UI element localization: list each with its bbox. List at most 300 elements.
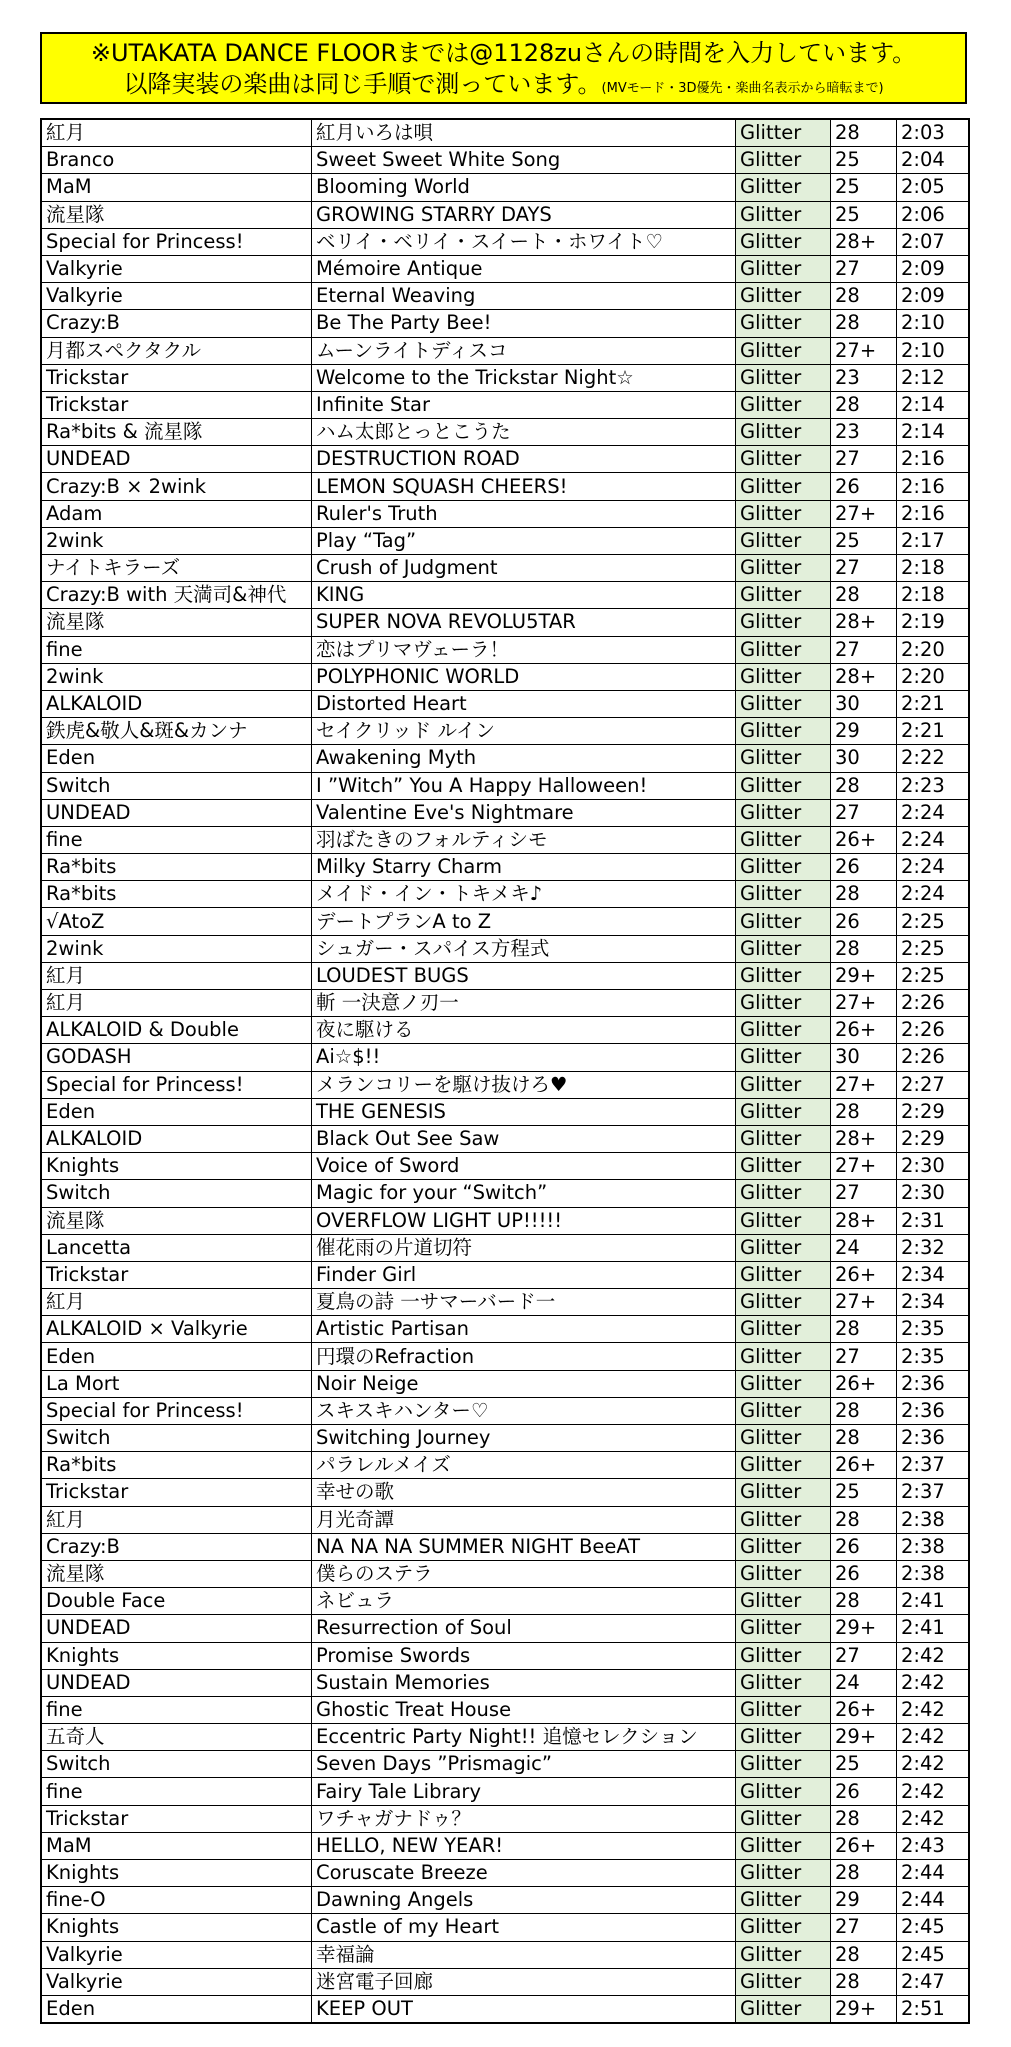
level-cell: 26: [831, 854, 897, 881]
difficulty-cell: Glitter: [736, 826, 831, 853]
difficulty-cell: Glitter: [736, 147, 831, 174]
duration-cell: 2:34: [897, 1261, 970, 1288]
difficulty-cell: Glitter: [736, 1071, 831, 1098]
song-title-cell: スキスキハンター♡: [312, 1397, 736, 1424]
duration-cell: 2:20: [897, 663, 970, 690]
difficulty-cell: Glitter: [736, 473, 831, 500]
duration-cell: 2:25: [897, 935, 970, 962]
level-cell: 28: [831, 310, 897, 337]
unit-cell: Eden: [41, 1343, 312, 1370]
song-title-cell: Coruscate Breeze: [312, 1860, 736, 1887]
level-cell: 28: [831, 1506, 897, 1533]
level-cell: 30: [831, 690, 897, 717]
unit-cell: UNDEAD: [41, 799, 312, 826]
unit-cell: Eden: [41, 1995, 312, 2023]
level-cell: 28: [831, 391, 897, 418]
unit-cell: UNDEAD: [41, 446, 312, 473]
level-cell: 28+: [831, 228, 897, 255]
unit-cell: Valkyrie: [41, 1968, 312, 1995]
table-row: [41, 1832, 969, 1859]
difficulty-cell: Glitter: [736, 1669, 831, 1696]
unit-cell: fine: [41, 1778, 312, 1805]
duration-cell: 2:04: [897, 147, 970, 174]
level-cell: 28: [831, 1588, 897, 1615]
duration-cell: 2:10: [897, 337, 970, 364]
duration-cell: 2:42: [897, 1778, 970, 1805]
difficulty-cell: Glitter: [736, 1370, 831, 1397]
duration-cell: 2:26: [897, 990, 970, 1017]
unit-cell: 流星隊: [41, 1560, 312, 1587]
difficulty-cell: Glitter: [736, 1560, 831, 1587]
table-row: [41, 1914, 969, 1941]
level-cell: 26+: [831, 1017, 897, 1044]
level-cell: 26+: [831, 1452, 897, 1479]
song-title-cell: Play “Tag”: [312, 527, 736, 554]
duration-cell: 2:25: [897, 962, 970, 989]
difficulty-cell: Glitter: [736, 201, 831, 228]
duration-cell: 2:30: [897, 1180, 970, 1207]
unit-cell: 2wink: [41, 663, 312, 690]
unit-cell: fine: [41, 1696, 312, 1723]
level-cell: 25: [831, 1751, 897, 1778]
table-row: [41, 473, 969, 500]
duration-cell: 2:32: [897, 1234, 970, 1261]
difficulty-cell: Glitter: [736, 1017, 831, 1044]
table-row: [41, 1533, 969, 1560]
level-cell: 27+: [831, 990, 897, 1017]
duration-cell: 2:22: [897, 745, 970, 772]
difficulty-cell: Glitter: [736, 555, 831, 582]
unit-cell: Trickstar: [41, 364, 312, 391]
difficulty-cell: Glitter: [736, 1995, 831, 2023]
song-title-cell: NA NA NA SUMMER NIGHT BeeAT: [312, 1533, 736, 1560]
song-title-cell: SUPER NOVA REVOLU5TAR: [312, 609, 736, 636]
duration-cell: 2:47: [897, 1968, 970, 1995]
level-cell: 25: [831, 174, 897, 201]
song-title-cell: DESTRUCTION ROAD: [312, 446, 736, 473]
song-title-cell: Be The Party Bee!: [312, 310, 736, 337]
level-cell: 26: [831, 908, 897, 935]
song-title-cell: Ai☆$!!: [312, 1044, 736, 1071]
difficulty-cell: Glitter: [736, 1261, 831, 1288]
unit-cell: 2wink: [41, 935, 312, 962]
unit-cell: Crazy:B: [41, 310, 312, 337]
difficulty-cell: Glitter: [736, 1533, 831, 1560]
level-cell: 26+: [831, 826, 897, 853]
song-title-cell: Eternal Weaving: [312, 283, 736, 310]
level-cell: 28: [831, 1316, 897, 1343]
difficulty-cell: Glitter: [736, 500, 831, 527]
unit-cell: Ra*bits & 流星隊: [41, 419, 312, 446]
level-cell: 27+: [831, 1153, 897, 1180]
duration-cell: 2:42: [897, 1642, 970, 1669]
unit-cell: 鉄虎&敬人&斑&カンナ: [41, 718, 312, 745]
difficulty-cell: Glitter: [736, 690, 831, 717]
level-cell: 26: [831, 1560, 897, 1587]
table-row: [41, 908, 969, 935]
unit-cell: Trickstar: [41, 1261, 312, 1288]
unit-cell: 紅月: [41, 990, 312, 1017]
unit-cell: UNDEAD: [41, 1669, 312, 1696]
difficulty-cell: Glitter: [736, 174, 831, 201]
unit-cell: Eden: [41, 1098, 312, 1125]
song-title-cell: Valentine Eve's Nightmare: [312, 799, 736, 826]
table-row: [41, 663, 969, 690]
duration-cell: 2:29: [897, 1098, 970, 1125]
difficulty-cell: Glitter: [736, 1343, 831, 1370]
table-row: [41, 527, 969, 554]
difficulty-cell: Glitter: [736, 119, 831, 147]
song-title-cell: ハム太郎とっとこうた: [312, 419, 736, 446]
unit-cell: Ra*bits: [41, 881, 312, 908]
unit-cell: La Mort: [41, 1370, 312, 1397]
duration-cell: 2:05: [897, 174, 970, 201]
level-cell: 28: [831, 1098, 897, 1125]
table-row: [41, 745, 969, 772]
duration-cell: 2:16: [897, 446, 970, 473]
difficulty-cell: Glitter: [736, 1588, 831, 1615]
table-row: [41, 1968, 969, 1995]
song-title-cell: Distorted Heart: [312, 690, 736, 717]
unit-cell: Switch: [41, 1751, 312, 1778]
duration-cell: 2:38: [897, 1506, 970, 1533]
level-cell: 25: [831, 1479, 897, 1506]
unit-cell: Ra*bits: [41, 854, 312, 881]
level-cell: 26+: [831, 1832, 897, 1859]
table-row: [41, 1180, 969, 1207]
level-cell: 26: [831, 1778, 897, 1805]
unit-cell: fine: [41, 636, 312, 663]
level-cell: 27: [831, 1343, 897, 1370]
difficulty-cell: Glitter: [736, 799, 831, 826]
duration-cell: 2:16: [897, 500, 970, 527]
level-cell: 28: [831, 1860, 897, 1887]
duration-cell: 2:25: [897, 908, 970, 935]
level-cell: 27+: [831, 337, 897, 364]
level-cell: 27: [831, 799, 897, 826]
song-title-cell: ネビュラ: [312, 1588, 736, 1615]
song-title-cell: セイクリッド ルイン: [312, 718, 736, 745]
song-title-cell: 月光奇譚: [312, 1506, 736, 1533]
unit-cell: Special for Princess!: [41, 1071, 312, 1098]
song-title-cell: 迷宮電子回廊: [312, 1968, 736, 1995]
level-cell: 27: [831, 555, 897, 582]
duration-cell: 2:21: [897, 718, 970, 745]
duration-cell: 2:16: [897, 473, 970, 500]
difficulty-cell: Glitter: [736, 962, 831, 989]
level-cell: 28: [831, 935, 897, 962]
level-cell: 28: [831, 119, 897, 147]
duration-cell: 2:12: [897, 364, 970, 391]
unit-cell: Special for Princess!: [41, 1397, 312, 1424]
duration-cell: 2:41: [897, 1588, 970, 1615]
song-title-cell: メランコリーを駆け抜けろ♥: [312, 1071, 736, 1098]
table-row: [41, 1560, 969, 1587]
table-row: [41, 1724, 969, 1751]
song-title-cell: Sweet Sweet White Song: [312, 147, 736, 174]
difficulty-cell: Glitter: [736, 990, 831, 1017]
unit-cell: Switch: [41, 1425, 312, 1452]
level-cell: 25: [831, 527, 897, 554]
song-title-cell: Artistic Partisan: [312, 1316, 736, 1343]
notice-line-2-note: (MVモード・3D優先・楽曲名表示から暗転まで): [601, 81, 884, 96]
song-title-cell: 幸福論: [312, 1941, 736, 1968]
table-row: [41, 881, 969, 908]
difficulty-cell: Glitter: [736, 419, 831, 446]
duration-cell: 2:36: [897, 1397, 970, 1424]
table-row: [41, 446, 969, 473]
table-row: [41, 826, 969, 853]
level-cell: 28: [831, 283, 897, 310]
table-row: [41, 1125, 969, 1152]
unit-cell: 紅月: [41, 119, 312, 147]
unit-cell: 紅月: [41, 962, 312, 989]
duration-cell: 2:14: [897, 391, 970, 418]
difficulty-cell: Glitter: [736, 1751, 831, 1778]
level-cell: 28: [831, 1397, 897, 1424]
unit-cell: Eden: [41, 745, 312, 772]
duration-cell: 2:24: [897, 826, 970, 853]
duration-cell: 2:42: [897, 1751, 970, 1778]
song-title-cell: Seven Days ”Prismagic”: [312, 1751, 736, 1778]
duration-cell: 2:09: [897, 255, 970, 282]
table-row: [41, 391, 969, 418]
song-title-cell: Blooming World: [312, 174, 736, 201]
table-row: [41, 935, 969, 962]
song-title-cell: Milky Starry Charm: [312, 854, 736, 881]
duration-cell: 2:41: [897, 1615, 970, 1642]
unit-cell: 紅月: [41, 1506, 312, 1533]
difficulty-cell: Glitter: [736, 1968, 831, 1995]
unit-cell: Valkyrie: [41, 255, 312, 282]
level-cell: 27+: [831, 1289, 897, 1316]
song-title-cell: Resurrection of Soul: [312, 1615, 736, 1642]
table-row: [41, 1751, 969, 1778]
level-cell: 28+: [831, 1207, 897, 1234]
table-row: [41, 1506, 969, 1533]
unit-cell: Trickstar: [41, 391, 312, 418]
song-title-cell: パラレルメイズ: [312, 1452, 736, 1479]
level-cell: 25: [831, 147, 897, 174]
level-cell: 28: [831, 1968, 897, 1995]
unit-cell: ALKALOID: [41, 690, 312, 717]
duration-cell: 2:37: [897, 1479, 970, 1506]
song-table-body: [41, 119, 969, 2023]
table-row: [41, 1588, 969, 1615]
duration-cell: 2:17: [897, 527, 970, 554]
song-title-cell: HELLO, NEW YEAR!: [312, 1832, 736, 1859]
song-title-cell: POLYPHONIC WORLD: [312, 663, 736, 690]
unit-cell: Knights: [41, 1642, 312, 1669]
table-row: [41, 1153, 969, 1180]
level-cell: 27: [831, 636, 897, 663]
level-cell: 26+: [831, 1696, 897, 1723]
song-title-cell: Magic for your “Switch”: [312, 1180, 736, 1207]
table-row: [41, 1669, 969, 1696]
difficulty-cell: Glitter: [736, 663, 831, 690]
difficulty-cell: Glitter: [736, 1778, 831, 1805]
level-cell: 28: [831, 881, 897, 908]
duration-cell: 2:38: [897, 1533, 970, 1560]
table-row: [41, 1887, 969, 1914]
level-cell: 26: [831, 473, 897, 500]
unit-cell: Trickstar: [41, 1805, 312, 1832]
table-row: [41, 119, 969, 147]
table-row: [41, 419, 969, 446]
song-title-cell: Infinite Star: [312, 391, 736, 418]
table-row: [41, 1343, 969, 1370]
difficulty-cell: Glitter: [736, 609, 831, 636]
duration-cell: 2:43: [897, 1832, 970, 1859]
duration-cell: 2:37: [897, 1452, 970, 1479]
song-title-cell: Crush of Judgment: [312, 555, 736, 582]
song-title-cell: Ruler's Truth: [312, 500, 736, 527]
level-cell: 29+: [831, 1724, 897, 1751]
duration-cell: 2:18: [897, 555, 970, 582]
duration-cell: 2:34: [897, 1289, 970, 1316]
table-row: [41, 1234, 969, 1261]
table-row: [41, 1642, 969, 1669]
level-cell: 29: [831, 1887, 897, 1914]
unit-cell: Knights: [41, 1153, 312, 1180]
notice-line-1: ※UTAKATA DANCE FLOORまでは@1128zuさんの時間を入力しています。: [90, 39, 917, 67]
table-row: [41, 1098, 969, 1125]
table-row: [41, 337, 969, 364]
level-cell: 29: [831, 718, 897, 745]
difficulty-cell: Glitter: [736, 337, 831, 364]
duration-cell: 2:36: [897, 1370, 970, 1397]
difficulty-cell: Glitter: [736, 1696, 831, 1723]
table-row: [41, 1452, 969, 1479]
table-row: [41, 799, 969, 826]
level-cell: 25: [831, 201, 897, 228]
song-title-cell: Awakening Myth: [312, 745, 736, 772]
difficulty-cell: Glitter: [736, 1887, 831, 1914]
song-title-cell: ベリイ・ベリイ・スイート・ホワイト♡: [312, 228, 736, 255]
table-row: [41, 690, 969, 717]
table-row: [41, 1316, 969, 1343]
table-row: [41, 1805, 969, 1832]
song-title-cell: Finder Girl: [312, 1261, 736, 1288]
difficulty-cell: Glitter: [736, 745, 831, 772]
level-cell: 27: [831, 446, 897, 473]
unit-cell: Valkyrie: [41, 1941, 312, 1968]
duration-cell: 2:07: [897, 228, 970, 255]
song-title-cell: Sustain Memories: [312, 1669, 736, 1696]
duration-cell: 2:35: [897, 1316, 970, 1343]
difficulty-cell: Glitter: [736, 582, 831, 609]
table-row: [41, 636, 969, 663]
level-cell: 28: [831, 1805, 897, 1832]
difficulty-cell: Glitter: [736, 391, 831, 418]
song-title-cell: Switching Journey: [312, 1425, 736, 1452]
duration-cell: 2:42: [897, 1805, 970, 1832]
song-title-cell: 羽ばたきのフォルティシモ: [312, 826, 736, 853]
table-row: [41, 1479, 969, 1506]
difficulty-cell: Glitter: [736, 1805, 831, 1832]
duration-cell: 2:24: [897, 881, 970, 908]
duration-cell: 2:51: [897, 1995, 970, 2023]
difficulty-cell: Glitter: [736, 1125, 831, 1152]
duration-cell: 2:18: [897, 582, 970, 609]
duration-cell: 2:45: [897, 1941, 970, 1968]
difficulty-cell: Glitter: [736, 854, 831, 881]
duration-cell: 2:24: [897, 854, 970, 881]
table-row: [41, 201, 969, 228]
unit-cell: Crazy:B with 天満司&神代: [41, 582, 312, 609]
difficulty-cell: Glitter: [736, 1860, 831, 1887]
table-row: [41, 1207, 969, 1234]
level-cell: 23: [831, 364, 897, 391]
unit-cell: ALKALOID & Double: [41, 1017, 312, 1044]
level-cell: 28+: [831, 1125, 897, 1152]
difficulty-cell: Glitter: [736, 718, 831, 745]
table-row: [41, 1941, 969, 1968]
difficulty-cell: Glitter: [736, 1941, 831, 1968]
table-row: [41, 1995, 969, 2023]
table-row: [41, 1044, 969, 1071]
duration-cell: 2:44: [897, 1887, 970, 1914]
difficulty-cell: Glitter: [736, 1098, 831, 1125]
unit-cell: Knights: [41, 1914, 312, 1941]
duration-cell: 2:23: [897, 772, 970, 799]
difficulty-cell: Glitter: [736, 1207, 831, 1234]
song-title-cell: LEMON SQUASH CHEERS!: [312, 473, 736, 500]
unit-cell: Switch: [41, 772, 312, 799]
unit-cell: 流星隊: [41, 609, 312, 636]
unit-cell: Special for Princess!: [41, 228, 312, 255]
level-cell: 28: [831, 1425, 897, 1452]
level-cell: 27: [831, 1642, 897, 1669]
duration-cell: 2:30: [897, 1153, 970, 1180]
difficulty-cell: Glitter: [736, 1397, 831, 1424]
duration-cell: 2:36: [897, 1425, 970, 1452]
song-title-cell: LOUDEST BUGS: [312, 962, 736, 989]
level-cell: 26+: [831, 1370, 897, 1397]
duration-cell: 2:26: [897, 1044, 970, 1071]
table-row: [41, 1071, 969, 1098]
duration-cell: 2:44: [897, 1860, 970, 1887]
duration-cell: 2:45: [897, 1914, 970, 1941]
song-title-cell: 恋はプリマヴェーラ！: [312, 636, 736, 663]
song-title-cell: Voice of Sword: [312, 1153, 736, 1180]
level-cell: 28+: [831, 609, 897, 636]
table-row: [41, 174, 969, 201]
unit-cell: 2wink: [41, 527, 312, 554]
duration-cell: 2:06: [897, 201, 970, 228]
song-title-cell: Promise Swords: [312, 1642, 736, 1669]
unit-cell: fine: [41, 826, 312, 853]
table-row: [41, 1778, 969, 1805]
difficulty-cell: Glitter: [736, 1289, 831, 1316]
duration-cell: 2:42: [897, 1696, 970, 1723]
unit-cell: ALKALOID: [41, 1125, 312, 1152]
difficulty-cell: Glitter: [736, 881, 831, 908]
unit-cell: √AtoZ: [41, 908, 312, 935]
level-cell: 23: [831, 419, 897, 446]
difficulty-cell: Glitter: [736, 1180, 831, 1207]
table-row: [41, 310, 969, 337]
difficulty-cell: Glitter: [736, 1832, 831, 1859]
song-title-cell: Castle of my Heart: [312, 1914, 736, 1941]
unit-cell: GODASH: [41, 1044, 312, 1071]
unit-cell: Adam: [41, 500, 312, 527]
unit-cell: 紅月: [41, 1289, 312, 1316]
duration-cell: 2:19: [897, 609, 970, 636]
song-title-cell: Black Out See Saw: [312, 1125, 736, 1152]
table-row: [41, 1370, 969, 1397]
song-title-cell: 幸せの歌: [312, 1479, 736, 1506]
